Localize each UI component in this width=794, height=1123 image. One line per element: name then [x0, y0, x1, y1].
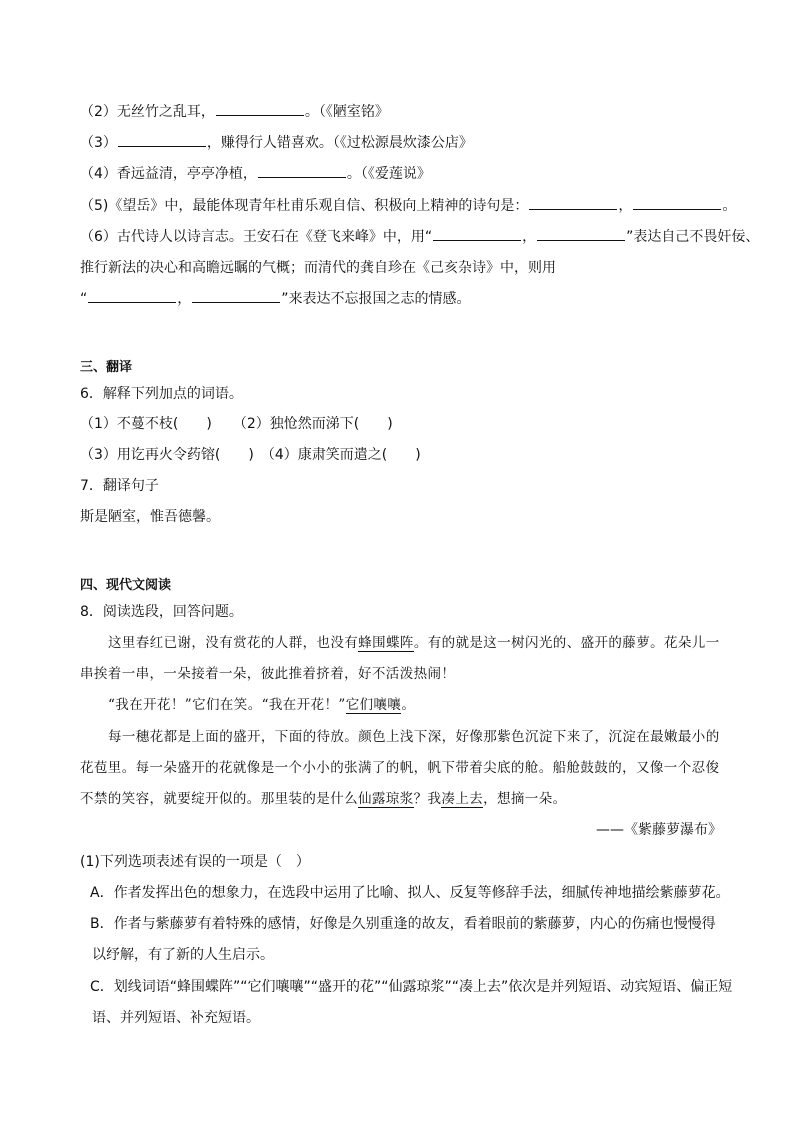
answer-blank[interactable]	[633, 196, 721, 210]
section-heading-reading: 四、现代文阅读	[80, 578, 172, 593]
fill-q6-line2: 推行新法的决心和高瞻远瞩的气概；而清代的龚自珍在《己亥杂诗》中，则用	[80, 260, 556, 276]
question-6-row2: （3）用讫再火令药镕( ) （4）康肃笑而遣之( )	[80, 447, 421, 463]
answer-blank[interactable]	[433, 227, 521, 241]
passage-p1-line2: 串挨着一串，一朵接着一朵，彼此推着挤着，好不活泼热闹！	[80, 666, 456, 682]
question-8: 8．阅读选段，回答问题。	[80, 604, 243, 620]
fill-q6-line1: （6）古代诗人以诗言志。王安石在《登飞来峰》中，用“ ， ”表达自己不畏奸佞、	[80, 229, 760, 245]
passage-p1-line1: 这里春红已谢，没有赏花的人群，也没有蜂围蝶阵。有的就是这一树闪光的、盛开的藤萝。花朵儿一	[108, 635, 720, 651]
question-6: 6．解释下列加点的词语。	[80, 386, 243, 402]
passage-p3-line3: 不禁的笑容，就要绽开似的。那里装的是什么仙露琼浆？我凑上去，想摘一朵。	[80, 791, 567, 807]
answer-blank[interactable]	[216, 102, 304, 116]
sub-question-1: (1)下列选项表述有误的一项是（ ）	[80, 854, 310, 870]
answer-blank[interactable]	[537, 227, 625, 241]
passage-p3-line2: 花苞里。每一朵盛开的花就像是一个小小的张满了的帆，帆下带着尖底的舱。船舱鼓鼓的，又像一个忍俊	[80, 760, 720, 776]
question-7-sentence: 斯是陋室，惟吾德馨。	[80, 509, 220, 525]
section-heading-translation: 三、翻译	[80, 360, 133, 375]
answer-blank[interactable]	[88, 289, 176, 303]
question-6-row1: （1）不蔓不枝( ) （2）独怆然而涕下( )	[80, 416, 393, 432]
option-a[interactable]: A．作者发挥出色的想象力，在选段中运用了比喻、拟人、反复等修辞手法，细腻传神地描绘紫藤萝花。	[90, 885, 730, 901]
option-c-line1[interactable]: C．划线词语“蜂围蝶阵”“它们嚷嚷”“盛开的花”“仙露琼浆”“凑上去”依次是并列短语、动宾短语、偏正短	[90, 979, 733, 995]
answer-blank[interactable]	[529, 196, 617, 210]
question-7: 7．翻译句子	[80, 478, 159, 494]
fill-q6-line3: “ ， ”来表达不忘报国之志的情感。	[80, 291, 471, 307]
underlined-phrase: 它们嚷嚷	[345, 697, 402, 713]
fill-q2: （2）无丝竹之乱耳， 。（《陋室铭》	[80, 104, 389, 120]
underlined-phrase: 仙露琼浆	[358, 791, 414, 807]
answer-blank[interactable]	[118, 133, 206, 147]
fill-q5: （5)《望岳》中，最能体现青年杜甫乐观自信、积极向上精神的诗句是： ， 。	[80, 198, 737, 214]
underlined-phrase: 蜂围蝶阵	[358, 635, 414, 651]
option-c-line2: 语、并列短语、补充短语。	[92, 1010, 260, 1026]
fill-q3: （3） ，赚得行人错喜欢。（《过松源晨炊漆公店》	[80, 135, 473, 151]
passage-p3-line1: 每一穗花都是上面的盛开，下面的待放。颜色上浅下深，好像那紫色沉淀下来了，沉淀在最嫩最小的	[108, 729, 720, 745]
fill-q4: （4）香远益清，亭亭净植， 。（《爱莲说》	[80, 166, 431, 182]
answer-blank[interactable]	[258, 164, 346, 178]
underlined-phrase: 凑上去	[441, 791, 484, 807]
option-b-line1[interactable]: B．作者与紫藤萝有着特殊的感情，好像是久别重逢的故友，看着眼前的紫藤萝，内心的伤痛也慢慢得	[90, 916, 716, 932]
answer-blank[interactable]	[192, 289, 280, 303]
option-b-line2: 以纾解，有了新的人生启示。	[92, 947, 274, 963]
passage-p2: “我在开花！”它们在笑。“我在开花！”它们嚷嚷。	[108, 697, 416, 713]
passage-source: ——《紫藤萝瀑布》	[596, 822, 722, 838]
